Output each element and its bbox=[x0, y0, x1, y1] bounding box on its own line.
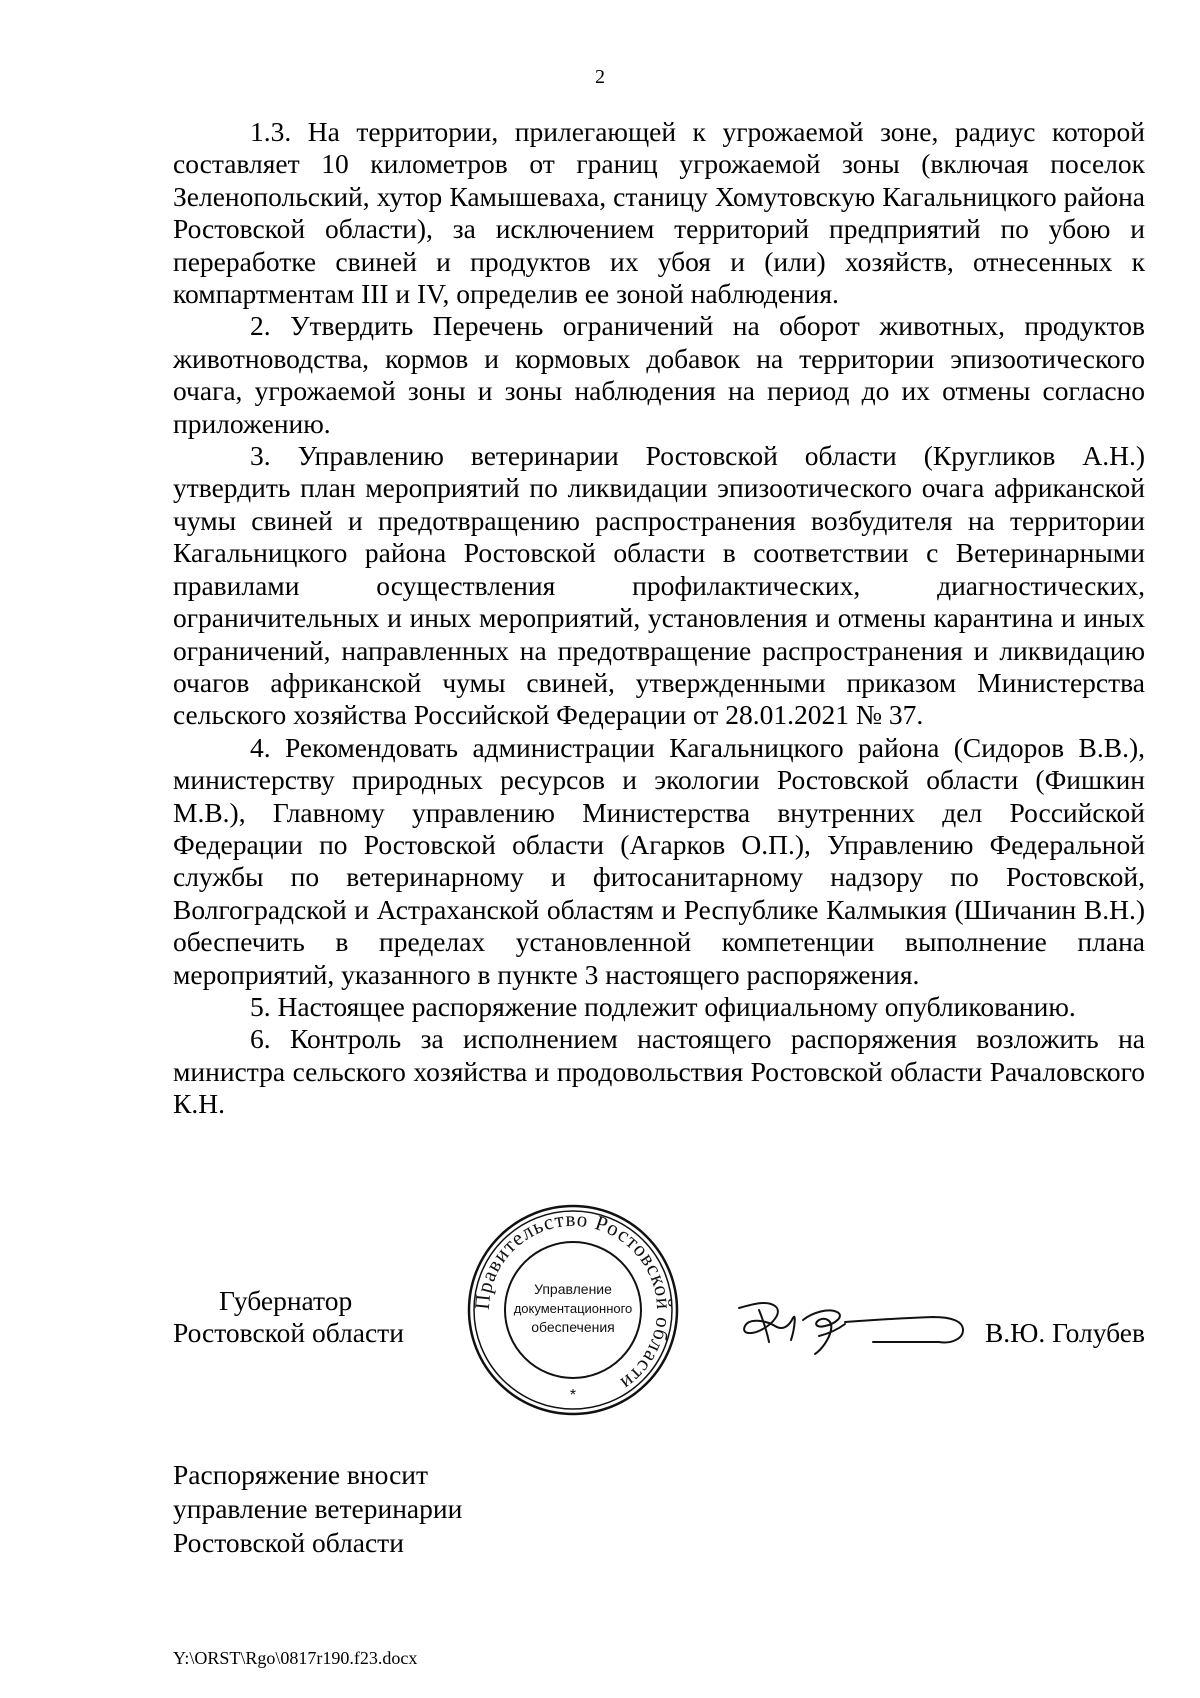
seal-outer-text: Правительство Ростовской области bbox=[469, 1206, 677, 1397]
paragraph-2: 2. Утвердить Перечень ограничений на оборот животных, продуктов животноводства, кормов и кормовых добавок на территории эпизоотического очага, угрожаемой зоны и зоны наблюдения на период до их отмены согласно приложению. bbox=[173, 310, 1145, 439]
paragraph-6: 6. Контроль за исполнением настоящего распоряжения возложить на министра сельского хозяйства и продовольствия Ростовской области Рачаловского К.Н. bbox=[173, 1023, 1145, 1120]
page-number: 2 bbox=[595, 66, 605, 88]
seal-inner-line-3: обеспечения bbox=[531, 1319, 615, 1335]
document-body bbox=[173, 116, 1145, 1121]
handwritten-signature bbox=[733, 1290, 973, 1370]
signature-block bbox=[173, 1200, 1145, 1420]
submitted-line-1: Распоряжение вносит bbox=[173, 1459, 429, 1490]
submitted-line-3: Ростовской области bbox=[173, 1527, 404, 1558]
official-seal-stamp bbox=[463, 1200, 683, 1420]
seal-star: * bbox=[569, 1387, 577, 1404]
file-path-footer: Y:\ORST\Rgo\0817r190.f23.docx bbox=[173, 1648, 418, 1668]
paragraph-3: 3. Управлению ветеринарии Ростовской области (Кругликов А.Н.) утвердить план мероприятий по ликвидации эпизоотического очага африканской чумы свиней и предотвращению распространения возбудителя на территории Кагальницкого района Ростовской области в соответствии с Ветеринарными правилами осуществления профилактических, диагностических, ограничительных и иных мероприятий, установления и отмены карантина и иных ограничений, направленных на предотвращение распространения и ликвидацию очагов африканской чумы свиней, утвержденными приказом Министерства сельского хозяйства Российской Федерации от 28.01.2021 № 37. bbox=[173, 440, 1145, 731]
submitted-line-2: управление ветеринарии bbox=[173, 1493, 463, 1524]
seal-inner-line-2: документационного bbox=[513, 1301, 633, 1316]
seal-inner-line-1: Управление bbox=[534, 1281, 612, 1297]
paragraph-5: 5. Настоящее распоряжение подлежит официальному опубликованию. bbox=[250, 990, 1076, 1022]
paragraph-4: 4. Рекомендовать администрации Кагальницкого района (Сидоров В.В.), министерству природных ресурсов и экологии Ростовской области (Фишкин М.В.), Главному управлению Министерства внутренних дел Российской Федерации по Ростовской области (Агарков О.П.), Управлению Федеральной службы по ветеринарному и фитосанитарному надзору по Ростовской, Волгоградской и Астраханской областям и Республике Калмыкия (Шичанин В.Н.) обеспечить в пределах установленной компетенции выполнение плана мероприятий, указанного в пункте 3 настоящего распоряжения. bbox=[173, 731, 1145, 990]
signer-position bbox=[173, 1285, 404, 1349]
signer-name: В.Ю. Голубев bbox=[984, 1317, 1145, 1348]
paragraph-1-3: 1.3. На территории, прилегающей к угрожаемой зоне, радиус которой составляет 10 километров от границ угрожаемой зоны (включая поселок Зеленопольский, хутор Камышеваха, станицу Хомутовскую Кагальницкого района Ростовской области), за исключением территорий предприятий по убою и переработке свиней и продуктов их убоя и (или) хозяйств, отнесенных к компартментам III и IV, определив ее зоной наблюдения. bbox=[173, 116, 1145, 310]
position-line-1: Губернатор bbox=[219, 1285, 353, 1316]
position-line-2: Ростовской области bbox=[173, 1317, 404, 1348]
submitted-by-block bbox=[173, 1458, 462, 1560]
